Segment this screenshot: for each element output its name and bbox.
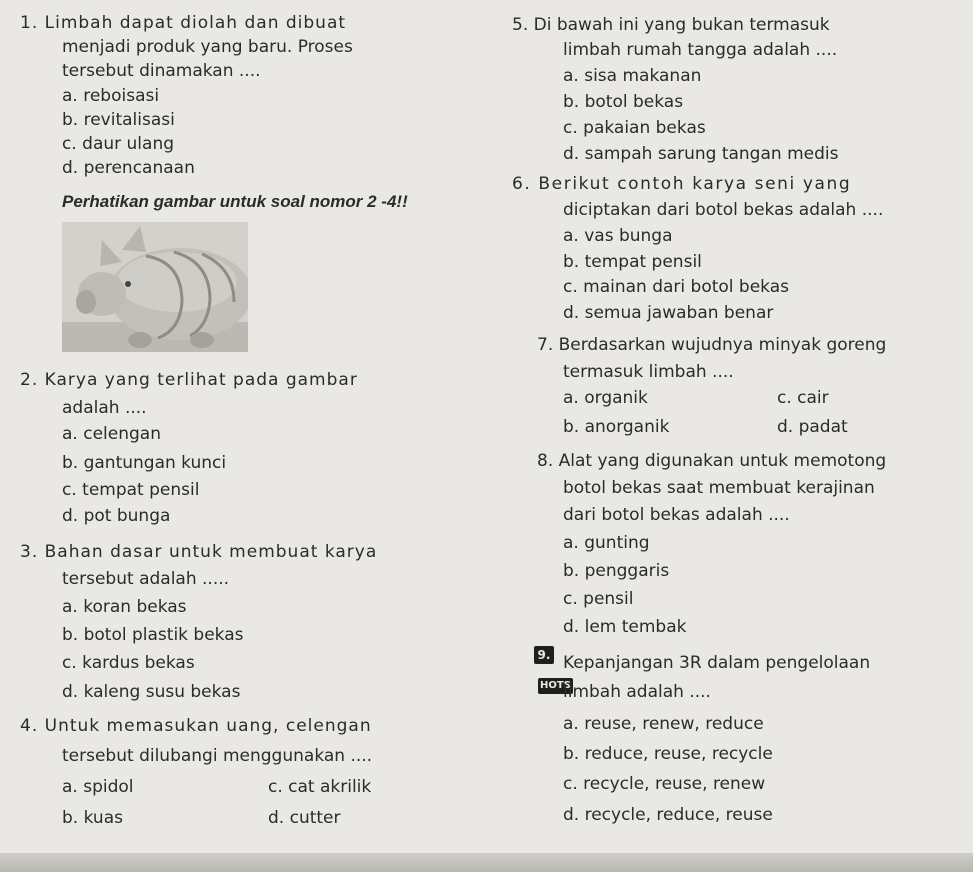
- q6-option-c: c. mainan dari botol bekas: [563, 277, 790, 297]
- q5-option-c: c. pakaian bekas: [563, 118, 706, 138]
- q9-stem-line2: limbah adalah ....: [563, 682, 711, 702]
- q1-stem-line2: menjadi produk yang baru. Proses: [62, 37, 353, 57]
- q1-stem-line3: tersebut dinamakan ....: [62, 61, 261, 81]
- q1-stem-line1: 1. Limbah dapat diolah dan dibuat: [20, 13, 347, 33]
- q4-option-c: c. cat akrilik: [268, 777, 372, 797]
- q9-option-d: d. recycle, reduce, reuse: [563, 805, 773, 825]
- q3-option-c: c. kardus bekas: [62, 653, 195, 673]
- q8-stem-line2: botol bekas saat membuat kerajinan: [563, 478, 875, 498]
- q7-option-d: d. padat: [777, 417, 848, 437]
- q2-stem-line1: 2. Karya yang terlihat pada gambar: [20, 370, 358, 390]
- q7-option-a: a. organik: [563, 388, 648, 408]
- q8-stem-line1: 8. Alat yang digunakan untuk memotong: [537, 451, 887, 471]
- q2-option-a: a. celengan: [62, 424, 161, 444]
- q6-option-a: a. vas bunga: [563, 226, 673, 246]
- q8-option-a: a. gunting: [563, 533, 650, 553]
- q2-option-c: c. tempat pensil: [62, 480, 200, 500]
- q9-option-a: a. reuse, renew, reduce: [563, 714, 764, 734]
- q8-option-b: b. penggaris: [563, 561, 670, 581]
- q6-stem-line1: 6. Berikut contoh karya seni yang: [512, 174, 852, 194]
- q8-option-d: d. lem tembak: [563, 617, 687, 637]
- q2-option-b: b. gantungan kunci: [62, 453, 227, 473]
- page-bottom-edge: [0, 853, 973, 872]
- instruction-text: Perhatikan gambar untuk soal nomor 2 -4!!: [62, 192, 408, 211]
- q4-stem-line2: tersebut dilubangi menggunakan ....: [62, 746, 373, 766]
- q2-option-d: d. pot bunga: [62, 506, 171, 526]
- q3-option-d: d. kaleng susu bekas: [62, 682, 241, 702]
- q9-stem-line1: Kepanjangan 3R dalam pengelolaan: [563, 653, 871, 673]
- q1-option-a: a. reboisasi: [62, 86, 160, 106]
- q7-stem-line1: 7. Berdasarkan wujudnya minyak goreng: [537, 335, 887, 355]
- q8-option-c: c. pensil: [563, 589, 634, 609]
- hots-badge: HOTS: [538, 678, 573, 694]
- q6-option-b: b. tempat pensil: [563, 252, 702, 272]
- q4-option-b: b. kuas: [62, 808, 123, 828]
- q1-option-b: b. revitalisasi: [62, 110, 175, 130]
- q8-stem-line3: dari botol bekas adalah ....: [563, 505, 790, 525]
- q7-option-b: b. anorganik: [563, 417, 670, 437]
- q5-stem-line1: 5. Di bawah ini yang bukan termasuk: [512, 15, 830, 35]
- q4-option-d: d. cutter: [268, 808, 341, 828]
- q9-number-badge: 9.: [534, 646, 554, 664]
- q6-option-d: d. semua jawaban benar: [563, 303, 774, 323]
- q5-option-b: b. botol bekas: [563, 92, 684, 112]
- q5-stem-line2: limbah rumah tangga adalah ....: [563, 40, 838, 60]
- q3-option-a: a. koran bekas: [62, 597, 187, 617]
- q4-option-a: a. spidol: [62, 777, 134, 797]
- q6-stem-line2: diciptakan dari botol bekas adalah ....: [563, 200, 884, 220]
- q4-stem-line1: 4. Untuk memasukan uang, celengan: [20, 716, 372, 736]
- q1-option-c: c. daur ulang: [62, 134, 175, 154]
- piggy-bank-photo: [62, 222, 248, 352]
- q3-stem-line2: tersebut adalah .....: [62, 569, 230, 589]
- q5-option-a: a. sisa makanan: [563, 66, 702, 86]
- q9-option-c: c. recycle, reuse, renew: [563, 774, 766, 794]
- piggy-bank-icon: [62, 222, 248, 352]
- q3-stem-line1: 3. Bahan dasar untuk membuat karya: [20, 542, 378, 562]
- q7-stem-line2: termasuk limbah ....: [563, 362, 734, 382]
- q2-stem-line2: adalah ....: [62, 398, 147, 418]
- q7-option-c: c. cair: [777, 388, 829, 408]
- q9-option-b: b. reduce, reuse, recycle: [563, 744, 773, 764]
- q1-option-d: d. perencanaan: [62, 158, 195, 178]
- q5-option-d: d. sampah sarung tangan medis: [563, 144, 839, 164]
- q3-option-b: b. botol plastik bekas: [62, 625, 244, 645]
